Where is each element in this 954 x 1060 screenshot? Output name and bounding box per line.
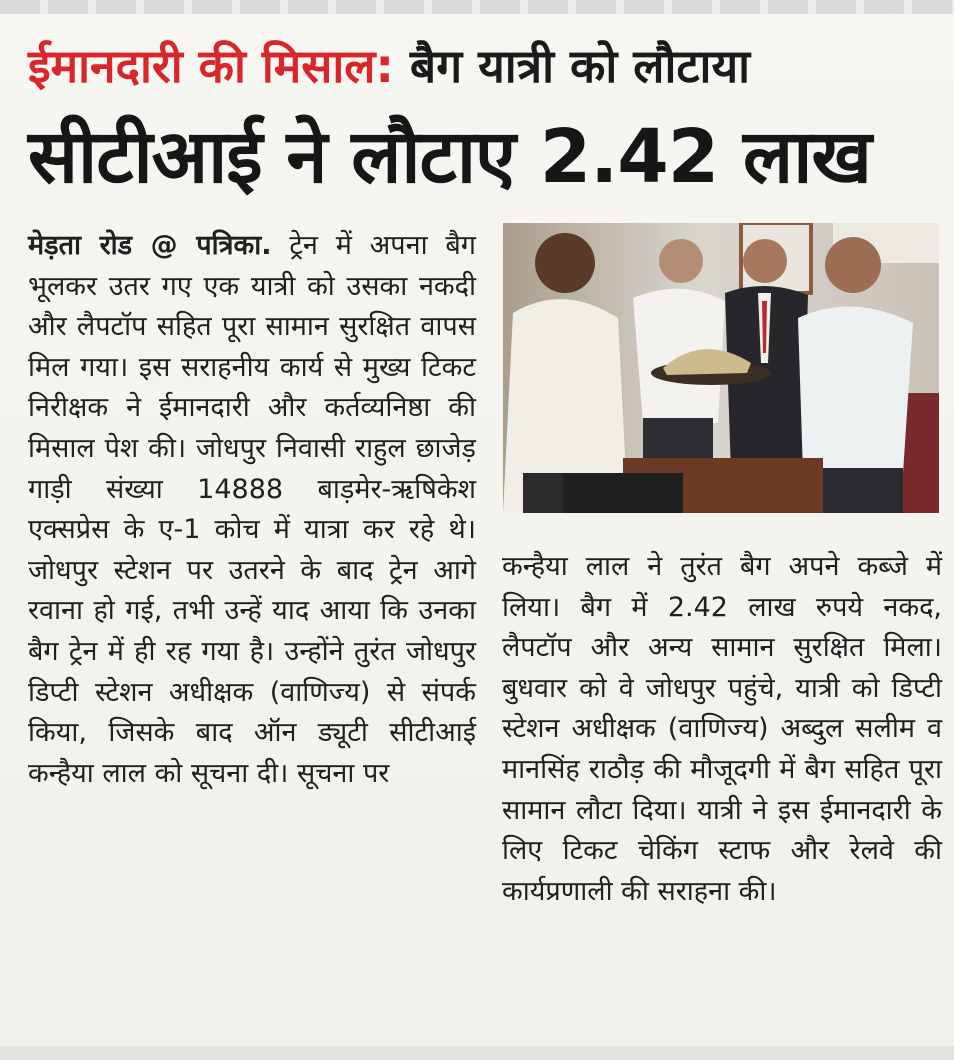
news-photo (503, 223, 939, 513)
clipping-bottom-edge (0, 1046, 954, 1060)
dateline: मेड़ता रोड @ पत्रिका. (28, 230, 272, 261)
kicker-colon: : (375, 39, 394, 93)
article-body-left: ट्रेन में अपना बैग भूलकर उतर गए एक यात्री को उसका नकदी और लैपटॉप सहित पूरा सामान सुरक्षित वापस मिल गया। इस सराहनीय कार्य से मुख्य टिकट निरीक्षक ने ईमानदारी और कर्तव्यनिष्ठा की मिसाल पेश की। जोधपुर निवासी राहुल छाजेड़ गाड़ी संख्या 14888 बाड़मेर-ऋषिकेश एक्सप्रेस के ए-1 कोच में यात्रा कर रहे थे। जोधपुर स्टेशन पर उतरने के बाद ट्रेन आगे रवाना हो गई, तभी उन्हें याद आया कि उनका बैग ट्रेन में ही रह गया है। उन्होंने तुरंत जोधपुर डिप्टी स्टेशन अधीक्षक (वाणिज्य) से संपर्क किया, जिसके बाद ऑन ड्यूटी सीटीआई कन्हैया लाल को सूचना दी। सूचना पर (28, 230, 476, 789)
article-column-left (28, 226, 476, 794)
kicker-rest: बैग यात्री को लौटाया (409, 39, 751, 93)
kicker-headline (28, 36, 750, 96)
main-headline: सीटीआई ने लौटाए 2.42 लाख (28, 114, 871, 200)
article-column-right: कन्हैया लाल ने तुरंत बैग अपने कब्जे में लिया। बैग में 2.42 लाख रुपये नकद, लैपटॉप और अन्य सामान सुरक्षित मिला। बुधवार को वे जोधपुर पहुंचे, यात्री को डिप्टी स्टेशन अधीक्षक (वाणिज्य) अब्दुल सलीम व मानसिंह राठौड़ की मौजूदगी में बैग सहित पूरा सामान लौटा दिया। यात्री ने इस ईमानदारी के लिए टिकट चेकिंग स्टाफ और रेलवे की कार्यप्रणाली की सराहना की। (502, 551, 942, 907)
photo-illustration (503, 223, 939, 513)
kicker-highlight: ईमानदारी की मिसाल (28, 39, 376, 93)
previous-article-edge (0, 0, 954, 14)
